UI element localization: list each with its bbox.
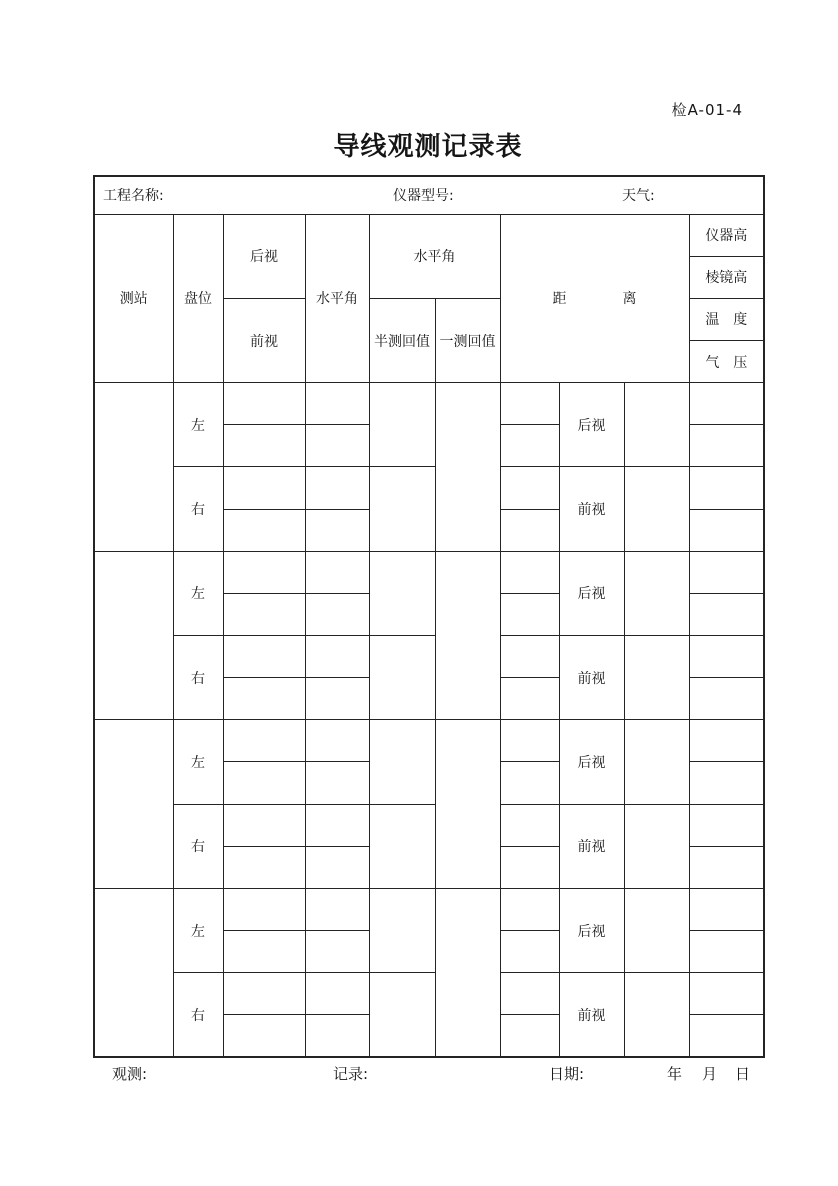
distance-value-cell <box>500 425 559 467</box>
hz-reading-cell <box>305 1015 369 1057</box>
distance-value-cell <box>500 720 559 762</box>
header-row <box>94 214 764 256</box>
one-round-value-cell <box>435 383 500 552</box>
hz-reading-cell <box>305 509 369 551</box>
station-blocks <box>94 383 764 1057</box>
distance-foresight-label: 前视 <box>559 467 624 551</box>
hz-reading-cell <box>305 467 369 509</box>
table-row <box>94 804 764 846</box>
distance-mean-cell <box>624 551 689 635</box>
hz-reading-cell <box>305 678 369 720</box>
distance-value-cell <box>500 593 559 635</box>
distance-value-cell <box>500 551 559 593</box>
col-header-station: 测站 <box>94 214 173 383</box>
distance-mean-cell <box>624 467 689 551</box>
hz-reading-cell <box>305 804 369 846</box>
distance-backsight-label: 后视 <box>559 720 624 804</box>
weather-label: 天气: <box>622 188 655 205</box>
col-header-half-round: 半测回值 <box>369 298 435 382</box>
table-row <box>94 467 764 509</box>
hz-reading-cell <box>305 931 369 973</box>
sight-point-cell <box>223 720 305 762</box>
one-round-value-cell <box>435 888 500 1057</box>
col-header-backsight: 后视 <box>223 214 305 298</box>
one-round-value-cell <box>435 720 500 889</box>
col-header-horizontal-angle-group: 水平角 <box>369 214 500 298</box>
distance-value-cell <box>500 846 559 888</box>
distance-foresight-label: 前视 <box>559 804 624 888</box>
distance-mean-cell <box>624 888 689 972</box>
hz-reading-cell <box>305 425 369 467</box>
distance-value-cell <box>500 636 559 678</box>
half-round-value-cell <box>369 973 435 1057</box>
distance-backsight-label: 后视 <box>559 383 624 467</box>
meta-value-cell <box>689 888 764 930</box>
sight-point-cell <box>223 931 305 973</box>
col-header-instrument-height: 仪器高 <box>689 214 764 256</box>
sight-point-cell <box>223 846 305 888</box>
meta-value-cell <box>689 1015 764 1057</box>
distance-backsight-label: 后视 <box>559 551 624 635</box>
hz-reading-cell <box>305 762 369 804</box>
distance-foresight-label: 前视 <box>559 636 624 720</box>
distance-value-cell <box>500 509 559 551</box>
table-row <box>94 383 764 425</box>
distance-value-cell <box>500 467 559 509</box>
meta-value-cell <box>689 678 764 720</box>
sight-point-cell <box>223 888 305 930</box>
page-title: 导线观测记录表 <box>333 132 523 162</box>
meta-value-cell <box>689 551 764 593</box>
distance-value-cell <box>500 383 559 425</box>
half-round-value-cell <box>369 720 435 804</box>
meta-value-cell <box>689 467 764 509</box>
col-header-horizontal-angle: 水平角 <box>305 214 369 383</box>
hz-reading-cell <box>305 551 369 593</box>
station-cell <box>94 720 173 889</box>
table-row <box>94 888 764 930</box>
face-right-label: 右 <box>173 467 223 551</box>
date-label: 日期: <box>549 1065 585 1083</box>
face-right-label: 右 <box>173 636 223 720</box>
station-cell <box>94 551 173 720</box>
hz-reading-cell <box>305 846 369 888</box>
hz-reading-cell <box>305 636 369 678</box>
col-header-pressure: 气 压 <box>689 341 764 383</box>
half-round-value-cell <box>369 551 435 635</box>
meta-value-cell <box>689 636 764 678</box>
sight-point-cell <box>223 1015 305 1057</box>
col-header-face: 盘位 <box>173 214 223 383</box>
sight-point-cell <box>223 383 305 425</box>
distance-value-cell <box>500 762 559 804</box>
sight-point-cell <box>223 678 305 720</box>
month-label: 月 <box>702 1065 718 1083</box>
hz-reading-cell <box>305 593 369 635</box>
distance-foresight-label: 前视 <box>559 973 624 1057</box>
info-row <box>94 176 764 214</box>
hz-reading-cell <box>305 973 369 1015</box>
sight-point-cell <box>223 509 305 551</box>
distance-mean-cell <box>624 720 689 804</box>
col-header-one-round: 一测回值 <box>435 298 500 382</box>
form-code: 检A-01-4 <box>671 101 743 119</box>
instrument-model-label: 仪器型号: <box>393 188 454 205</box>
meta-value-cell <box>689 931 764 973</box>
distance-value-cell <box>500 973 559 1015</box>
table-row <box>94 973 764 1015</box>
distance-mean-cell <box>624 804 689 888</box>
hz-reading-cell <box>305 888 369 930</box>
distance-value-cell <box>500 678 559 720</box>
sight-point-cell <box>223 551 305 593</box>
meta-value-cell <box>689 425 764 467</box>
meta-value-cell <box>689 509 764 551</box>
sight-point-cell <box>223 593 305 635</box>
half-round-value-cell <box>369 467 435 551</box>
table-row <box>94 720 764 762</box>
col-header-foresight: 前视 <box>223 298 305 382</box>
meta-value-cell <box>689 720 764 762</box>
half-round-value-cell <box>369 804 435 888</box>
year-label: 年 <box>667 1065 683 1083</box>
observer-label: 观测: <box>112 1065 148 1083</box>
one-round-value-cell <box>435 551 500 720</box>
hz-reading-cell <box>305 383 369 425</box>
sight-point-cell <box>223 762 305 804</box>
meta-value-cell <box>689 593 764 635</box>
face-left-label: 左 <box>173 551 223 635</box>
col-header-temperature: 温 度 <box>689 298 764 340</box>
face-right-label: 右 <box>173 973 223 1057</box>
info-cell <box>94 176 764 214</box>
face-right-label: 右 <box>173 804 223 888</box>
meta-value-cell <box>689 383 764 425</box>
table-row <box>94 551 764 593</box>
sight-point-cell <box>223 804 305 846</box>
station-cell <box>94 383 173 552</box>
face-left-label: 左 <box>173 383 223 467</box>
meta-value-cell <box>689 804 764 846</box>
table-row <box>94 636 764 678</box>
station-cell <box>94 888 173 1057</box>
half-round-value-cell <box>369 888 435 972</box>
distance-backsight-label: 后视 <box>559 888 624 972</box>
face-left-label: 左 <box>173 888 223 972</box>
face-left-label: 左 <box>173 720 223 804</box>
meta-value-cell <box>689 846 764 888</box>
project-name-label: 工程名称: <box>103 188 164 205</box>
meta-value-cell <box>689 973 764 1015</box>
distance-mean-cell <box>624 383 689 467</box>
half-round-value-cell <box>369 636 435 720</box>
recorder-label: 记录: <box>333 1065 369 1083</box>
meta-value-cell <box>689 762 764 804</box>
sight-point-cell <box>223 467 305 509</box>
sight-point-cell <box>223 425 305 467</box>
sight-point-cell <box>223 973 305 1015</box>
distance-value-cell <box>500 888 559 930</box>
day-label: 日 <box>735 1065 751 1083</box>
distance-value-cell <box>500 1015 559 1057</box>
sight-point-cell <box>223 636 305 678</box>
half-round-value-cell <box>369 383 435 467</box>
distance-mean-cell <box>624 973 689 1057</box>
col-header-distance: 距 离 <box>500 214 689 383</box>
distance-mean-cell <box>624 636 689 720</box>
distance-value-cell <box>500 931 559 973</box>
col-header-prism-height: 棱镜高 <box>689 256 764 298</box>
hz-reading-cell <box>305 720 369 762</box>
distance-value-cell <box>500 804 559 846</box>
traverse-record-table <box>93 175 765 1058</box>
